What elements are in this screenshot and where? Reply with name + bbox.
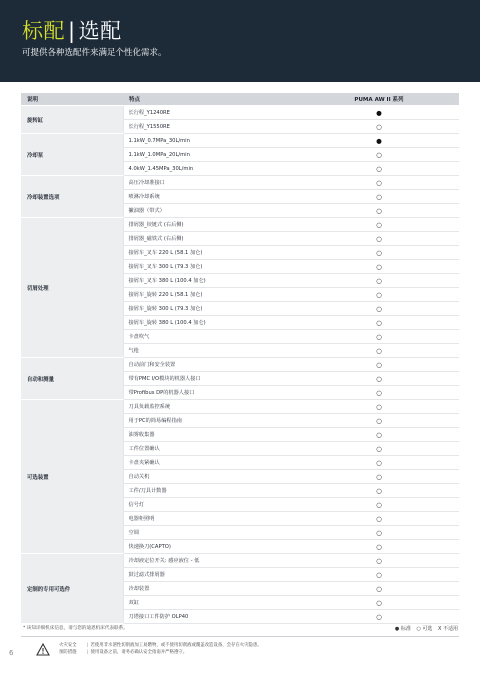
availability-mark: ● [299,106,459,120]
safety-label-prevention: 预防措施 [59,650,77,655]
availability-mark: ○ [299,596,459,610]
table-row [21,176,459,190]
table-row [21,358,459,372]
availability-mark: ○ [299,400,459,414]
table-row [21,400,459,414]
availability-mark: ○ [299,358,459,372]
header-banner [0,0,480,82]
availability-mark: ○ [299,274,459,288]
feature-cell: 排屑器_磁铁式 (右后侧) [123,232,299,246]
availability-mark: ○ [299,176,459,190]
availability-mark: ○ [299,246,459,260]
availability-mark: ○ [299,330,459,344]
legend-standard: ● 标准 [394,626,411,632]
feature-cell: 双缸 [123,596,299,610]
feature-cell: 自动前门和安全装置 [123,358,299,372]
feature-cell: 用于PC的简易编程指南 [123,414,299,428]
legend [391,625,458,632]
safety-label-fire: 火灾安全 [59,643,77,648]
table-row [21,554,459,568]
feature-cell: 工件/刀具计数器 [123,484,299,498]
column-header-model: PUMA AW II 系列 [299,93,459,106]
availability-mark: ○ [299,190,459,204]
feature-cell: 电器柜照明 [123,512,299,526]
feature-cell: 带有PMC I/O模块的机器人接口 [123,372,299,386]
feature-cell: 接屑车_叉车 300 L (79.3 加仑) [123,260,299,274]
category-cell: 旋转缸 [21,106,123,134]
safety-notice: 火灾安全 | 若使用非水溶性切削液加工易燃物，或不使用切削液或覆盖改造设备，会存在火灾隐患。 预防措施 | 使用设备之前，请务必确认安全指南并严格遵守。 [59,643,262,655]
legend-optional: ○ 可选 [416,626,433,632]
availability-mark: ○ [299,260,459,274]
feature-cell: 刀塔接口工件防护 OLP40 [123,610,299,624]
feature-cell: 高压冷却准接口 [123,176,299,190]
category-cell: 冷却装置选项 [21,176,123,218]
availability-mark: ○ [299,428,459,442]
availability-mark: ○ [299,344,459,358]
feature-cell: 空调 [123,526,299,540]
table-body [21,106,459,624]
availability-mark: ○ [299,302,459,316]
feature-cell: 快速换刀(CAPTO) [123,540,299,554]
feature-cell: 接屑车_旋转 220 L (58.1 加仑) [123,288,299,302]
availability-mark: ○ [299,456,459,470]
availability-mark: ○ [299,610,459,624]
feature-cell: 1.1kW_1.0MPa_20L/min [123,148,299,162]
availability-mark: ○ [299,120,459,134]
feature-cell: 气枪 [123,344,299,358]
feature-cell: 1.1kW_0.7MPa_30L/min [123,134,299,148]
feature-cell: 油雾收集器 [123,428,299,442]
title-standard: 标配 [22,19,65,43]
page-title [22,15,122,45]
feature-cell: 卡盘夹紧确认 [123,456,299,470]
options-table [21,93,459,624]
availability-mark: ○ [299,386,459,400]
availability-mark: ○ [299,204,459,218]
availability-mark: ○ [299,554,459,568]
warning-triangle-icon [36,643,50,656]
feature-cell: 自动关机 [123,470,299,484]
feature-cell: 带Profibus DP的机器人接口 [123,386,299,400]
availability-mark: ○ [299,568,459,582]
category-cell: 可选装置 [21,400,123,554]
availability-mark: ○ [299,484,459,498]
table-row [21,106,459,120]
safety-text-prevention: 使用设备之前，请务必确认安全指南并严格遵守。 [90,650,188,655]
feature-cell: 接屑车_旋转 300 L (79.3 加仑) [123,302,299,316]
column-header-description: 说明 [21,93,123,106]
feature-cell: 4.0kW_1.45MPa_30L/min [123,162,299,176]
category-cell: 定制的专用可选件 [21,554,123,624]
page-number: 6 [9,649,14,657]
availability-mark: ○ [299,582,459,596]
title-optional: 选配 [78,19,122,43]
availability-mark: ○ [299,372,459,386]
title-separator: | [68,19,76,43]
availability-mark: ○ [299,470,459,484]
feature-cell: 撇油器（带式） [123,204,299,218]
feature-cell: 接屑车_叉车 220 L (58.1 加仑) [123,246,299,260]
footnote: * 该知详细机床信息，请与您的迪恩机床代表联系。 [23,626,128,631]
table-row [21,218,459,232]
table-header-row [21,93,459,106]
availability-mark: ○ [299,316,459,330]
availability-mark: ● [299,134,459,148]
footer-divider [21,636,459,637]
feature-cell: 卡盘吹气 [123,330,299,344]
availability-mark: ○ [299,288,459,302]
feature-cell: 冷却液定位开关: 感应液位 - 低 [123,554,299,568]
availability-mark: ○ [299,218,459,232]
legend-not-applicable: X 不适用 [437,626,458,632]
feature-cell: 工件位置确认 [123,442,299,456]
availability-mark: ○ [299,442,459,456]
feature-cell: 鼓过滤式排屑器 [123,568,299,582]
feature-cell: 长行程_Y1240RE [123,106,299,120]
category-cell: 切屑处理 [21,218,123,358]
availability-mark: ○ [299,498,459,512]
availability-mark: ○ [299,162,459,176]
availability-mark: ○ [299,232,459,246]
safety-text-fire: 若使用非水溶性切削液加工易燃物，或不使用切削液或覆盖改造设备，会存在火灾隐患。 [90,643,262,648]
feature-cell: 刀具负载监控系统 [123,400,299,414]
table-row [21,134,459,148]
feature-cell: 接屑车_旋转 380 L (100.4 加仑) [123,316,299,330]
column-header-feature: 特点 [123,93,299,106]
availability-mark: ○ [299,148,459,162]
feature-cell: 信号灯 [123,498,299,512]
availability-mark: ○ [299,540,459,554]
availability-mark: ○ [299,414,459,428]
category-cell: 冷却泵 [21,134,123,176]
page-subtitle: 可提供各种选配件来满足个性化需求。 [22,48,167,58]
availability-mark: ○ [299,512,459,526]
feature-cell: 长行程_Y1550RE [123,120,299,134]
feature-cell: 喷淋冷却系统 [123,190,299,204]
category-cell: 自动和测量 [21,358,123,400]
feature-cell: 冷却装置 [123,582,299,596]
feature-cell: 接屑车_叉车 380 L (100.4 加仑) [123,274,299,288]
availability-mark: ○ [299,526,459,540]
feature-cell: 排屑器_铰链式 (右后侧) [123,218,299,232]
